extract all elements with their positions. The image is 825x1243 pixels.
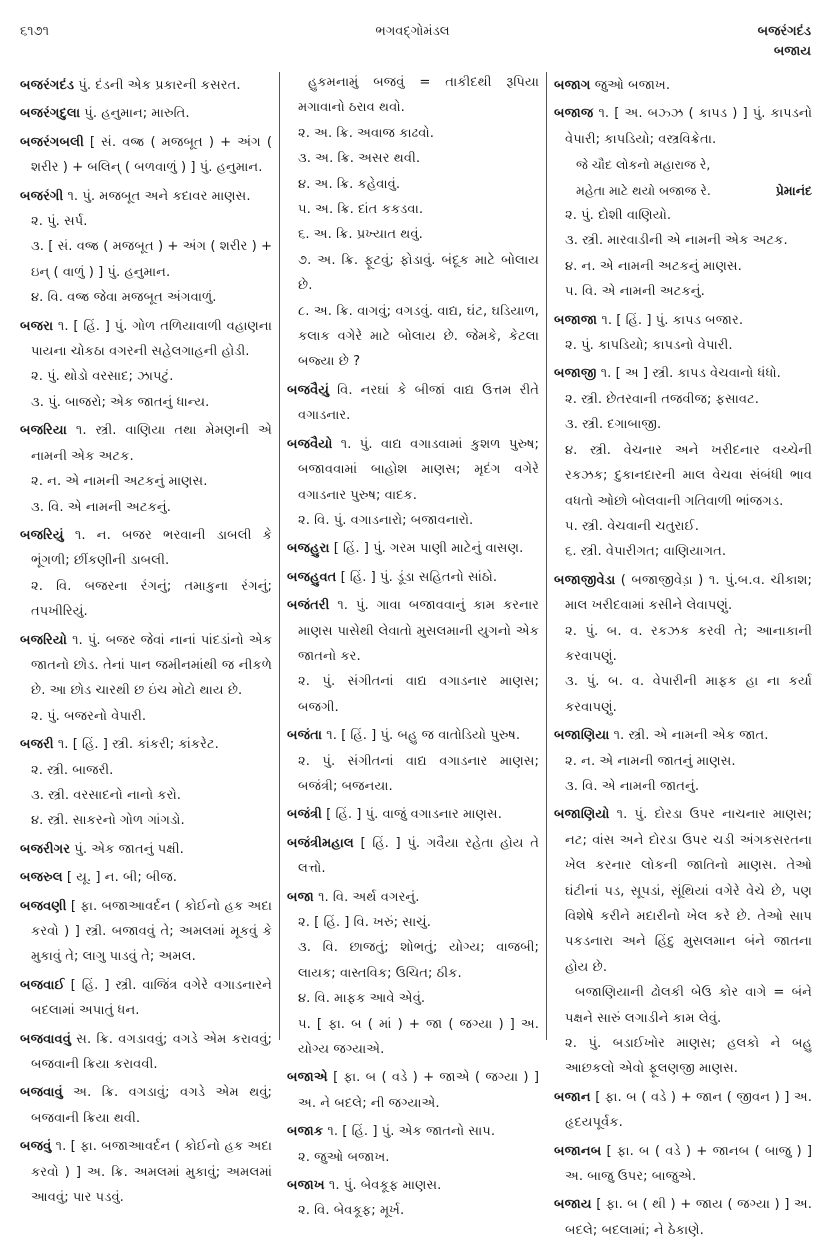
headword: બજરી xyxy=(20,737,54,753)
dictionary-entry xyxy=(287,1119,539,1144)
definition-text: ૪. સ્ત્રી. સાકરનો ગોળ ગાંગડો. xyxy=(31,813,185,829)
headword: બજાજીવેડા xyxy=(554,572,616,588)
dictionary-column-3 xyxy=(554,70,812,1243)
definition-text: ૩. વિ. એ નામની અટકનું. xyxy=(31,499,171,515)
entry-sense xyxy=(554,254,812,279)
definition-text: ૨. વિ. બેવકૂફ; મૂર્ખ. xyxy=(298,1203,405,1219)
definition-text: ૫. વિ. એ નામની અટકનું. xyxy=(565,284,705,300)
headword: બજા xyxy=(287,889,314,905)
definition-text: ૧. [ હિં. ] પું. ગોળ તળિયાવાળી વહાણના પાયના ચોકઠા વગરની સહેલગાહની હોડી. xyxy=(31,318,272,360)
definition-text: [ હિં. ] પું. ગરમ પાણી માટેનું વાસણ. xyxy=(329,541,524,557)
headword: બજરિયો xyxy=(20,632,67,648)
dictionary-entry xyxy=(20,1027,272,1078)
definition-text: ૩. અ. ક્રિ. અસર થવી. xyxy=(298,151,421,167)
entry-sense xyxy=(20,704,272,729)
quotation-line xyxy=(554,152,812,177)
definition-text: ૫. [ ફા. બ ( માં ) + જા ( જગ્યા ) ] અ. યોગ્ય જગ્યાએ. xyxy=(298,1016,539,1058)
headword: બજાગ xyxy=(554,78,591,93)
definition-text: ૧. [ ફા. બજાઆવર્દન ( કોઈનો હક અદા કરવો ) ] અ. ક્રિ. અમલમાં મુકાવું; અમલમાં આવવું; પાર પડવું. xyxy=(31,1139,272,1206)
definition-text: [ સં. વજ્ર ( મજબૂત ) + અંગ ( શરીર ) + બલિન્ ( બળવાળું ) ] પું. હનુમાન. xyxy=(31,134,272,176)
headword: બજંતા xyxy=(287,728,323,744)
dictionary-entry xyxy=(287,1065,539,1116)
dictionary-entry xyxy=(287,432,539,508)
definition-text: ૧. પું. દોરડા ઉપર નાચનાર માણસ; નટ; વાંસ અને દોરડા ઉપર ચડી અંગકસરતના ખેલ કરનાર લોકની જાતિનો માણસ. તેઓ ઘંટીનાં પડ, સૂપડાં, સૂંથિયાં વગેરે વેચે છે, પણ વિશેષે કરીને મદારીનો ખેલ કરે છે. તેઓ સાપ પકડનારા અને હિંદુ મુસલમાન બંને જાતના હોય છે. xyxy=(565,807,812,975)
headword: બજહુવત xyxy=(287,569,337,585)
definition-text: ૮. અ. ક્રિ. વાગવું; વગડવું. વાદ્ય, ઘંટ, ઘડિયાળ, કલાક વગેરે માટે બોલાય છે. જેમકે, કેટલા બજ્યા છે ? xyxy=(298,303,539,370)
dictionary-entry xyxy=(20,865,272,890)
dictionary-entry xyxy=(554,1192,812,1243)
definition-text: મહેતા માટે થયો બજાજ રે. xyxy=(576,182,711,198)
definition-text: ૧. વિ. અર્થ વગરનું. xyxy=(313,889,420,905)
definition-text: ૨. વિ. બજરના રંગનું; તમાકુના રંગનું; તપખીરિયું. xyxy=(31,578,272,620)
headword: બજરંગી xyxy=(20,188,64,204)
guide-word-last: બજાય xyxy=(773,44,811,59)
quotation-line xyxy=(554,178,812,203)
column-divider xyxy=(279,72,280,1040)
entry-sense xyxy=(554,438,812,514)
definition-text: ૫. અ. ક્રિ. દાંત કકડવા. xyxy=(298,202,424,218)
definition-text: ૫. સ્ત્રી. વેચવાની ચતુરાઈ. xyxy=(565,518,699,534)
definition-text: ૧. સ્ત્રી. એ નામની એક જાત. xyxy=(609,728,769,744)
definition-text: ૪. વિ. માફક આવે એવું. xyxy=(298,991,426,1007)
headword: બજાન xyxy=(554,1089,591,1105)
definition-text: ૨. પું. સંગીતનાં વાદ્ય વગાડનાર માણસ; બજંત્રી; બજનયા. xyxy=(298,753,539,794)
dictionary-entry xyxy=(20,1134,272,1210)
headword: બજંત્રીમહાલ xyxy=(287,835,354,851)
headword: બજવૈયો xyxy=(287,436,333,452)
entry-sense xyxy=(287,172,539,197)
definition-text: ૧. ન. બજર ભરવાની ડાબલી કે ભૂંગળી; છીંકણીની ડાબલી. xyxy=(31,527,272,569)
definition-text: [ યૂ. ] ન. બી; બીજ. xyxy=(62,870,177,886)
definition-text: ૬. સ્ત્રી. વેપારીગત; વાણિયાગત. xyxy=(565,544,727,560)
definition-text: ૧. [ હિં. ] પું. બહુ જ વાતોડિયો પુરુષ. xyxy=(322,728,521,744)
dictionary-entry xyxy=(20,184,272,209)
entry-sense xyxy=(554,333,812,358)
headword: બજાય xyxy=(554,1197,592,1213)
definition-text: [ ફા. બ ( વડે ) + જાએ ( જગ્યા ) ] અ. ને બદલે; ની જગ્યાએ. xyxy=(298,1070,539,1111)
entry-sense xyxy=(554,203,812,228)
definition-text: ૬. અ. ક્રિ. પ્રખ્યાત થવું. xyxy=(298,227,423,243)
definition-text: [ ફા. બ ( થી ) + જાય ( જગ્યા ) ] અ. બદલે; બદલામાં; ને ઠેકાણે. xyxy=(565,1197,812,1238)
dictionary-entry xyxy=(554,1139,812,1190)
dictionary-entry xyxy=(20,314,272,365)
entry-sense xyxy=(554,539,812,564)
dictionary-entry xyxy=(20,628,272,704)
headword: બજરા xyxy=(20,318,54,334)
dictionary-entry xyxy=(554,1085,812,1136)
idiom-line xyxy=(554,980,812,1031)
dictionary-entry xyxy=(554,568,812,619)
dictionary-entry xyxy=(20,894,272,970)
definition-text: ૨. અ. ક્રિ. અવાજ કાઢવો. xyxy=(298,125,434,141)
entry-sense xyxy=(20,783,272,808)
definition-text: પું. એક જાતનું પક્ષી. xyxy=(70,841,184,857)
headword: બજાજી xyxy=(554,366,597,382)
entry-sense xyxy=(554,279,812,304)
dictionary-entry xyxy=(20,1080,272,1131)
dictionary-entry xyxy=(287,723,539,748)
dictionary-entry xyxy=(287,593,539,669)
quotation-attribution: પ્રેમાનંદ xyxy=(775,182,812,198)
headword: બજંત્રી xyxy=(287,807,322,823)
definition-text: ૨. પું. સર્પ. xyxy=(31,214,88,230)
entry-sense xyxy=(287,935,539,986)
dictionary-entry xyxy=(287,831,539,882)
page-number: ૬૧૭૧ xyxy=(20,24,50,39)
entry-sense xyxy=(287,222,539,247)
definition-text: ૪. સ્ત્રી. વેચનાર અને ખરીદનાર વચ્ચેની રકઝક; દુકાનદારની માલ વેચવા સંબંધી ભાવ વધતો ઓછો બોલવાની ગતિવાળી ભાંજગડ. xyxy=(565,442,812,509)
idiom-line xyxy=(287,70,539,121)
definition-text: ૨. ન. એ નામની જાતનું માણસ. xyxy=(565,753,736,769)
definition-text: ૩. સ્ત્રી. દગાબાજી. xyxy=(565,417,662,433)
entry-sense xyxy=(287,197,539,222)
definition-text: ૩. [ સં. વજ્ર ( મજબૂત ) + અંગ ( શરીર ) + ઇન્ ( વાળું ) ] પું. હનુમાન. xyxy=(31,239,272,280)
definition-text: પું. હનુમાન; મારુતિ. xyxy=(80,106,190,122)
entry-sense xyxy=(20,234,272,285)
definition-text: ૧. સ્ત્રી. વાણિયા તથા મેમણની એ નામની એક અટક. xyxy=(31,423,272,464)
dictionary-entry xyxy=(287,565,539,590)
headword: બજવું xyxy=(20,1139,52,1155)
entry-sense xyxy=(554,1031,812,1082)
definition-text: બજાણિયાની ઢોલકી બેઉ કોર વાગે = બંને પક્ષને સારું લગાડીને કામ લેવું. xyxy=(565,985,812,1026)
definition-text: ૧. [ અ ] સ્ત્રી. કાપડ વેચવાનો ધંધો. xyxy=(596,366,781,382)
headword: બજાએ xyxy=(287,1070,328,1086)
definition-text: [ ફા. બજાઆવર્દન ( કોઈનો હક અદા કરવો ) ] સ્ત્રી. બજાવવું તે; અમલમાં મૂકવું કે મુકાવું તે; લાગુ પાડવું તે; અમલ. xyxy=(31,898,272,965)
dictionary-entry xyxy=(20,732,272,757)
definition-text: ૧. પું. વાદ્ય વગાડવામાં કુશળ પુરુષ; બજાવવામાં બાહોશ માણસ; મૃદંગ વગેરે વગાડનાર પુરુષ; વાદક. xyxy=(298,436,539,503)
dictionary-entry xyxy=(554,308,812,333)
definition-text: ૩. પું. બ. વ. વેપારીની માફક હા ના કર્યા કરવાપણું. xyxy=(565,674,812,715)
definition-text: જુઓ બજાખ. xyxy=(590,78,671,93)
entry-sense xyxy=(554,774,812,799)
definition-text: વિ. નરઘાં કે બીજાં વાદ્ય ઉત્તમ રીતે વગાડનાર. xyxy=(298,382,539,424)
guide-word-first: બજરંગદંડ xyxy=(757,24,811,39)
dictionary-entry xyxy=(20,418,272,469)
definition-text: ૨. પું. બડાઈખોર માણસ; હલકો ને બહુ આછકલો એવો ફૂલણજી માણસ. xyxy=(565,1036,812,1077)
headword: બજાક xyxy=(287,1124,324,1140)
headword: બજહુરા xyxy=(287,541,330,557)
definition-text: ૧. પું. બજર જેવાં નાનાં પાંદડાંનો એક જાતનો છોડ. તેનાં પાન જમીનમાંથી જ નીકળે છે. આ છોડ ચારથી છ ઇંચ મોટો થાય છે. xyxy=(31,632,272,699)
definition-text: ૧. પું. મજબૂત અને કદાવર માણસ. xyxy=(63,188,251,204)
dictionary-entry xyxy=(287,1173,539,1198)
headword: બજંતરી xyxy=(287,598,330,614)
dictionary-entry xyxy=(554,723,812,748)
headword: બજરંગદંડ xyxy=(20,78,75,93)
definition-text: ૨. સ્ત્રી. બાજરી. xyxy=(31,762,114,778)
entry-sense xyxy=(554,749,812,774)
headword: બજરુલ xyxy=(20,870,63,886)
dictionary-entry xyxy=(287,536,539,561)
entry-sense xyxy=(287,1198,539,1223)
entry-sense xyxy=(20,285,272,310)
entry-sense xyxy=(554,228,812,253)
column-divider xyxy=(546,72,547,1040)
definition-text: ૧. [ હિં. ] સ્ત્રી. કાંકરી; કાંકરેટ. xyxy=(53,737,219,753)
entry-sense xyxy=(554,669,812,720)
entry-sense xyxy=(287,910,539,935)
dictionary-entry xyxy=(554,802,812,980)
definition-text: ૩. સ્ત્રી. વરસાદનો નાનો કરો. xyxy=(31,787,181,803)
entry-sense xyxy=(287,1012,539,1063)
entry-sense xyxy=(554,619,812,670)
definition-text: [ ફા. બ ( વડે ) + જાનબ ( બાજુ ) ] અ. બાજુ ઉપર; બાજુએ. xyxy=(565,1143,812,1185)
headword: બજાજા xyxy=(554,312,598,328)
definition-text: [ હિં. ] પું. ગવૈયા રહેતા હોય તે લત્તો. xyxy=(298,835,539,877)
definition-text: ૨. પું. બ. વ. રકઝક કરવી તે; આનાકાની કરવાપણું. xyxy=(565,623,812,664)
definition-text: ૪. ન. એ નામની અટકનું માણસ. xyxy=(565,258,742,274)
dictionary-column-2 xyxy=(287,70,539,1224)
entry-sense xyxy=(20,495,272,520)
entry-sense xyxy=(287,121,539,146)
dictionary-entry xyxy=(20,973,272,1024)
entry-sense xyxy=(287,508,539,533)
definition-text: ૩. સ્ત્રી. મારવાડીની એ નામની એક અટક. xyxy=(565,233,788,249)
dictionary-entry xyxy=(287,802,539,827)
dictionary-entry xyxy=(287,378,539,429)
definition-text: ૭. અ. ક્રિ. ફૂટવું; ફોડાવું. બંદૂક માટે બોલાય છે. xyxy=(298,252,539,294)
headword: બજરંગબલી xyxy=(20,134,84,150)
entry-sense xyxy=(20,808,272,833)
definition-text: ૨. સ્ત્રી. છેતરવાની તજવીજ; ફસાવટ. xyxy=(565,391,759,407)
headword: બજવાવવું xyxy=(20,1031,71,1047)
entry-sense xyxy=(20,574,272,625)
entry-sense xyxy=(554,514,812,539)
definition-text: ૨. જુઓ બજાખ. xyxy=(298,1149,390,1165)
definition-text: ૨. વિ. પું. વગાડનારો; બજાવનારો. xyxy=(298,512,474,528)
definition-text: ૨. પું. કાપડિયો; કાપડનો વેપારી. xyxy=(565,338,733,354)
dictionary-entry xyxy=(287,885,539,910)
definition-text: ૧. પું. ગાવા બજાવવાનું કામ કરનાર માણસ પાસેથી લેવાતો મુસલમાની યુગનો એક જાતનો કર. xyxy=(298,598,539,664)
entry-sense xyxy=(287,749,539,800)
definition-text: ૨. પું. દોશી વાણિયો. xyxy=(565,208,672,224)
definition-text: પું. દંડની એક પ્રકારની કસરત. xyxy=(74,78,241,93)
entry-sense xyxy=(287,669,539,720)
entry-sense xyxy=(287,146,539,171)
definition-text: હુકમનામું બજવું = તાકીદથી રૂપિયા મગાવાનો ઠરાવ થવો. xyxy=(298,75,539,116)
definition-text: ( બજાજીવેડ઼ા ) ૧. પું.બ.વ. ચીકાશ; માલ ખરીદવામાં કસીને લેવાપણું. xyxy=(565,572,812,614)
dictionary-entry xyxy=(554,101,812,152)
entry-sense xyxy=(287,1145,539,1170)
headword: બજાખ xyxy=(287,1178,325,1194)
dictionary-entry xyxy=(20,73,272,98)
dictionary-entry xyxy=(20,130,272,181)
entry-sense xyxy=(20,209,272,234)
headword: બજરીગર xyxy=(20,841,71,857)
definition-text: [ હિં. ] પું. વાજું વગાડનાર માણસ. xyxy=(321,807,502,823)
definition-text: ૨. પું. બજરનો વેપારી. xyxy=(31,708,147,724)
headword: બજવાઈ xyxy=(20,977,65,993)
entry-sense xyxy=(20,364,272,389)
dictionary-entry xyxy=(554,361,812,386)
definition-text: ૧. [ હિં. ] પું. એક જાતનો સાપ. xyxy=(323,1124,496,1140)
definition-text: [ ફા. બ ( વડે ) + જાન ( જીવન ) ] અ. હૃદયપૂર્વક. xyxy=(565,1089,812,1131)
dictionary-entry xyxy=(20,523,272,574)
entry-sense xyxy=(287,986,539,1011)
headword: બજાણિયો xyxy=(554,807,610,823)
definition-text: ૩. પું. બાજરો; એક જાતનું ધાન્ય. xyxy=(31,394,210,410)
entry-sense xyxy=(287,299,539,375)
dictionary-entry xyxy=(20,101,272,126)
definition-text: ૨. ન. એ નામની અટકનું માણસ. xyxy=(31,474,208,490)
definition-text: ૧. [ હિં. ] પું. કાપડ બજાર. xyxy=(597,312,744,328)
headword: બજરિયા xyxy=(20,423,67,439)
definition-text: [ હિં. ] પું. ડૂંડા સહિતનો સાંઠો. xyxy=(336,569,498,585)
definition-text: [ હિં. ] સ્ત્રી. વાજિંત્ર વગેરે વગાડનારને બદલામાં અપાતું ધન. xyxy=(31,977,272,1019)
dictionary-entry xyxy=(554,73,812,98)
entry-sense xyxy=(20,469,272,494)
definition-text: ૧. [ અ. બઝ્ઝ ( કાપડ ) ] પું. કાપડનો વેપારી; કાપડિયો; વસ્ત્રવિક્રેતા. xyxy=(565,106,812,147)
entry-sense xyxy=(20,390,272,415)
headword: બજવાવું xyxy=(20,1085,63,1101)
headword: બજાજ xyxy=(554,106,594,122)
headword: બજાણિયા xyxy=(554,728,610,744)
entry-sense xyxy=(287,248,539,299)
definition-text: જે ચૌદ લોકનો મહારાજ રે, xyxy=(576,157,711,173)
definition-text: ૪. વિ. વજ્ર જેવા મજબૂત અંગવાળું. xyxy=(31,290,217,306)
definition-text: અ. ક્રિ. વગડાવું; વગડે એમ થવું; બજવાની ક્રિયા થવી. xyxy=(31,1085,272,1126)
entry-sense xyxy=(554,412,812,437)
dictionary-column-1 xyxy=(20,70,272,1210)
headword: બજરિયું xyxy=(20,527,64,543)
entry-sense xyxy=(20,758,272,783)
definition-text: ૨. પું. સંગીતનાં વાદ્ય વગાડનાર માણસ; બજગી. xyxy=(298,674,539,715)
headword: બજરંગદુલા xyxy=(20,106,81,122)
definition-text: ૨. [ હિં. ] વિ. ખરું; સાચું. xyxy=(298,915,431,930)
headword: બજાનબ xyxy=(554,1143,602,1159)
definition-text: ૧. પું. બેવકૂફ માણસ. xyxy=(324,1178,442,1194)
entry-sense xyxy=(554,387,812,412)
definition-text: સ. ક્રિ. વગડાવવું; વગડે એમ કરાવવું; બજવાની ક્રિયા કરાવવી. xyxy=(31,1031,272,1073)
definition-text: ૨. પું. થોડો વરસાદ; ઝાપટું. xyxy=(31,369,174,385)
running-title: ભગવદ્ગોમંડલ xyxy=(375,24,450,39)
definition-text: ૩. વિ. એ નામની જાતનું. xyxy=(565,778,700,794)
headword: બજવૈયું xyxy=(287,382,330,398)
definition-text: ૪. અ. ક્રિ. કહેવાવું. xyxy=(298,176,401,192)
dictionary-entry xyxy=(20,837,272,862)
headword: બજવણી xyxy=(20,898,67,914)
definition-text: ૩. વિ. છાજતું; શોભતું; યોગ્ય; વાજબી; લાયક; વાસ્તવિક; ઉચિત; ઠીક. xyxy=(298,940,539,981)
